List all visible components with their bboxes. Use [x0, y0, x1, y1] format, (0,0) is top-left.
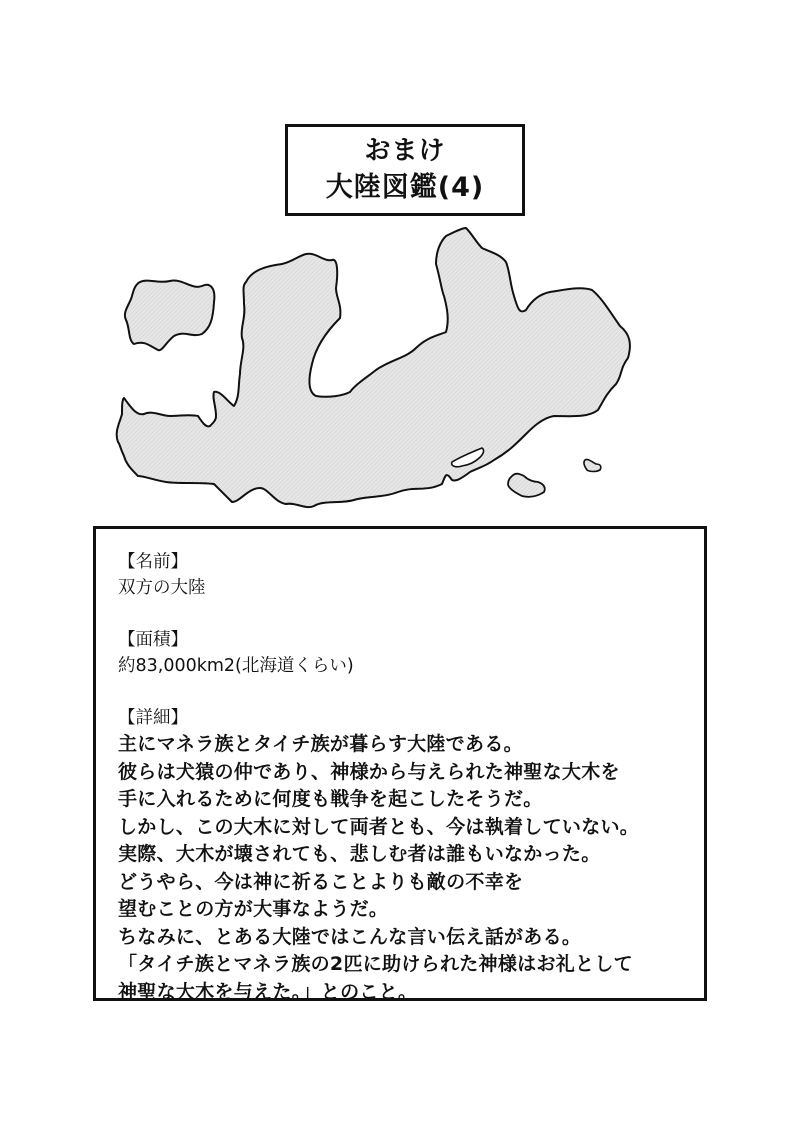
- southeast-island: [508, 474, 545, 497]
- detail-line: 実際、大木が壊されても、悲しむ者は誰もいなかった。: [118, 843, 601, 865]
- name-label: 【名前】: [118, 552, 188, 572]
- page-title: 大陸図鑑(4): [325, 172, 485, 203]
- detail-text: [118, 731, 682, 1006]
- title-box: [285, 124, 525, 216]
- east-islet: [584, 459, 601, 471]
- detail-line: 神聖な大木を与えた。」とのこと。: [118, 980, 418, 1003]
- detail-line: どうやら、今は神に祈ることよりも敵の不幸を: [118, 870, 524, 893]
- info-box: [93, 526, 707, 1001]
- detail-line: しかし、この大木に対して両者とも、今は執着していない。: [118, 815, 640, 838]
- main-continent: [117, 228, 630, 507]
- area-value: 約83,000km2(北海道くらい): [118, 656, 354, 676]
- northwest-island: [125, 281, 214, 351]
- detail-line: ちなみに、とある大陸ではこんな言い伝え話がある。: [118, 925, 582, 948]
- detail-line: 彼らは犬猿の仲であり、神様から与えられた神聖な大木を: [118, 760, 620, 783]
- area-label: 【面積】: [118, 630, 188, 650]
- detail-label: 【詳細】: [118, 708, 188, 728]
- detail-line: 望むことの方が大事なようだ。: [118, 898, 389, 920]
- detail-line: 手に入れるために何度も戦争を起こしたそうだ。: [118, 788, 543, 810]
- name-value: 双方の大陸: [118, 578, 206, 598]
- title-subtitle: おまけ: [364, 136, 446, 166]
- continent-map-icon: [110, 220, 690, 510]
- detail-line: 「タイチ族とマネラ族の2匹に助けられた神様はお礼として: [118, 953, 633, 975]
- detail-line: 主にマネラ族とタイチ族が暮らす大陸である。: [118, 733, 523, 755]
